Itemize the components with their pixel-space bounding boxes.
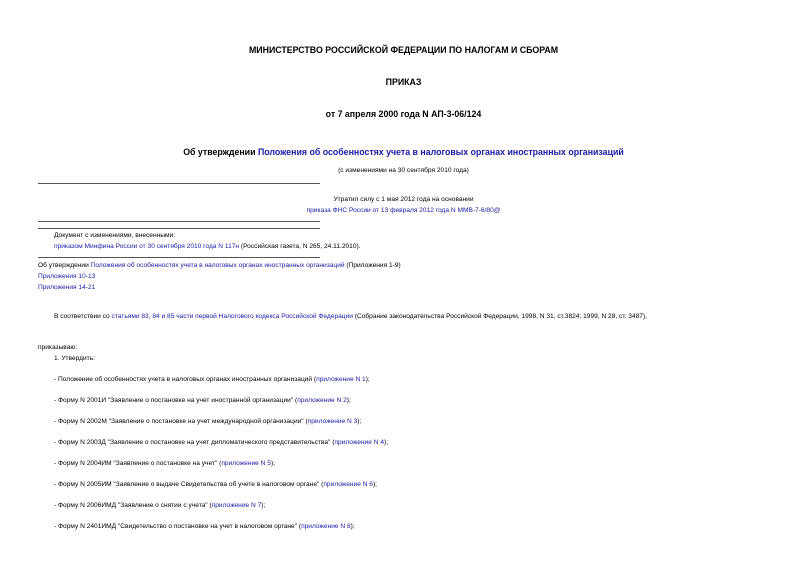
appendices-line <box>38 262 401 269</box>
changes-link[interactable]: приказом Минфина России от 30 сентября 2010 года N 117н <box>54 243 240 250</box>
appendices-10-13-link[interactable]: Приложения 10-13 <box>38 273 96 280</box>
list-item <box>54 481 377 488</box>
list-item-end: ); <box>261 502 266 509</box>
appendices-prefix: Об утверждении <box>38 262 91 269</box>
appendix-link[interactable]: приложение N 6 <box>323 481 373 488</box>
list-item-end: ); <box>365 376 370 383</box>
title-link[interactable]: Положения об особенностях учета в налоговых органах иностранных организаций <box>257 147 624 157</box>
list-item <box>54 523 355 530</box>
changes-label: Документ с изменениями, внесенными: <box>54 232 176 239</box>
list-item-end: ); <box>270 460 275 467</box>
divider <box>38 257 320 258</box>
list-item-end: ); <box>384 439 389 446</box>
appendices-suffix: (Приложения 1-9) <box>344 262 401 269</box>
list-item-text: - Форму N 2003Д "Заявление о постановке на учет дипломатического представительства" ( <box>54 439 335 446</box>
list-item-text: - Форму N 2005ИМ "Заявление о выдаче Свидетельства об учете в налоговом органе" ( <box>54 481 324 488</box>
divider <box>38 221 320 222</box>
appendix-link[interactable]: приложение N 5 <box>221 460 271 467</box>
appendices-link[interactable]: Положения об особенностях учета в налоговых органах иностранных организаций <box>90 262 345 269</box>
list-item-text: - Форму N 2004ИМ "Заявление о постановке на учет" ( <box>54 460 222 467</box>
appendix-link[interactable]: приложение N 8 <box>301 523 351 530</box>
list-item-end: ); <box>357 418 362 425</box>
divider <box>38 183 320 184</box>
list-item-end: ); <box>346 397 351 404</box>
list-item <box>54 502 265 509</box>
list-item <box>54 460 275 467</box>
appendix-link[interactable]: приложение N 4 <box>334 439 385 446</box>
order-word: приказываю: <box>38 344 78 351</box>
amended-note: (с изменениями на 30 сентября 2010 года) <box>338 167 469 174</box>
divider <box>38 228 320 229</box>
list-item <box>54 397 351 404</box>
invalid-notice: Утратил силу с 1 мая 2012 года на основании <box>333 196 474 203</box>
list-item-text: - Форму N 2002М "Заявление о постановке на учет международной организации" ( <box>54 418 308 425</box>
appendix-link[interactable]: приложение N 2 <box>297 397 347 404</box>
appendix-link[interactable]: приложение N 7 <box>211 502 262 509</box>
list-item-text: - Форму N 2006ИМД "Заявление о снятии с учета" ( <box>54 502 212 509</box>
intro-paragraph <box>54 313 647 320</box>
list-item <box>54 418 361 425</box>
list-item <box>54 376 370 383</box>
list-item-end: ); <box>372 481 377 488</box>
intro-link[interactable]: статьями 83, 84 и 85 части первой Налогового кодекса Российской Федерации <box>111 313 353 320</box>
changes-line <box>54 243 361 250</box>
changes-suffix: (Российская газета, N 265, 24.11.2010). <box>239 243 361 250</box>
appendices-14-21-link[interactable]: Приложения 14-21 <box>38 284 96 291</box>
document-type: ПРИКАЗ <box>385 77 422 87</box>
appendix-link[interactable]: приложение N 3 <box>307 418 358 425</box>
ministry-heading: МИНИСТЕРСТВО РОССИЙСКОЙ ФЕДЕРАЦИИ ПО НАЛОГАМ И СБОРАМ <box>248 45 559 55</box>
list-item-text: - Положение об особенностях учета в налоговых органах иностранных организаций ( <box>54 376 317 383</box>
intro-suffix: (Собрание законодательства Российской Федерации, 1998, N 31, ст.3824; 1999, N 28, ст. 3487), <box>352 313 647 320</box>
list-item-text: - Форму N 2401ИМД "Свидетельство о постановке на учет в налоговом органе" ( <box>54 523 302 530</box>
document-title <box>0 147 807 157</box>
intro-prefix: В соответствии со <box>54 313 112 320</box>
title-prefix: Об утверждении <box>183 147 258 157</box>
list-item <box>54 439 388 446</box>
item-1: 1. Утвердить: <box>54 355 95 362</box>
appendix-link[interactable]: приложение N 1 <box>316 376 366 383</box>
list-item-end: ); <box>350 523 355 530</box>
invalid-notice-link[interactable]: приказа ФНС России от 13 февраля 2012 года N ММВ-7-6/80@ <box>306 207 501 214</box>
list-item-text: - Форму N 2001И "Заявление о постановке на учет иностранной организации" ( <box>54 397 298 404</box>
document-date-number: от 7 апреля 2000 года N АП-3-06/124 <box>325 109 482 119</box>
